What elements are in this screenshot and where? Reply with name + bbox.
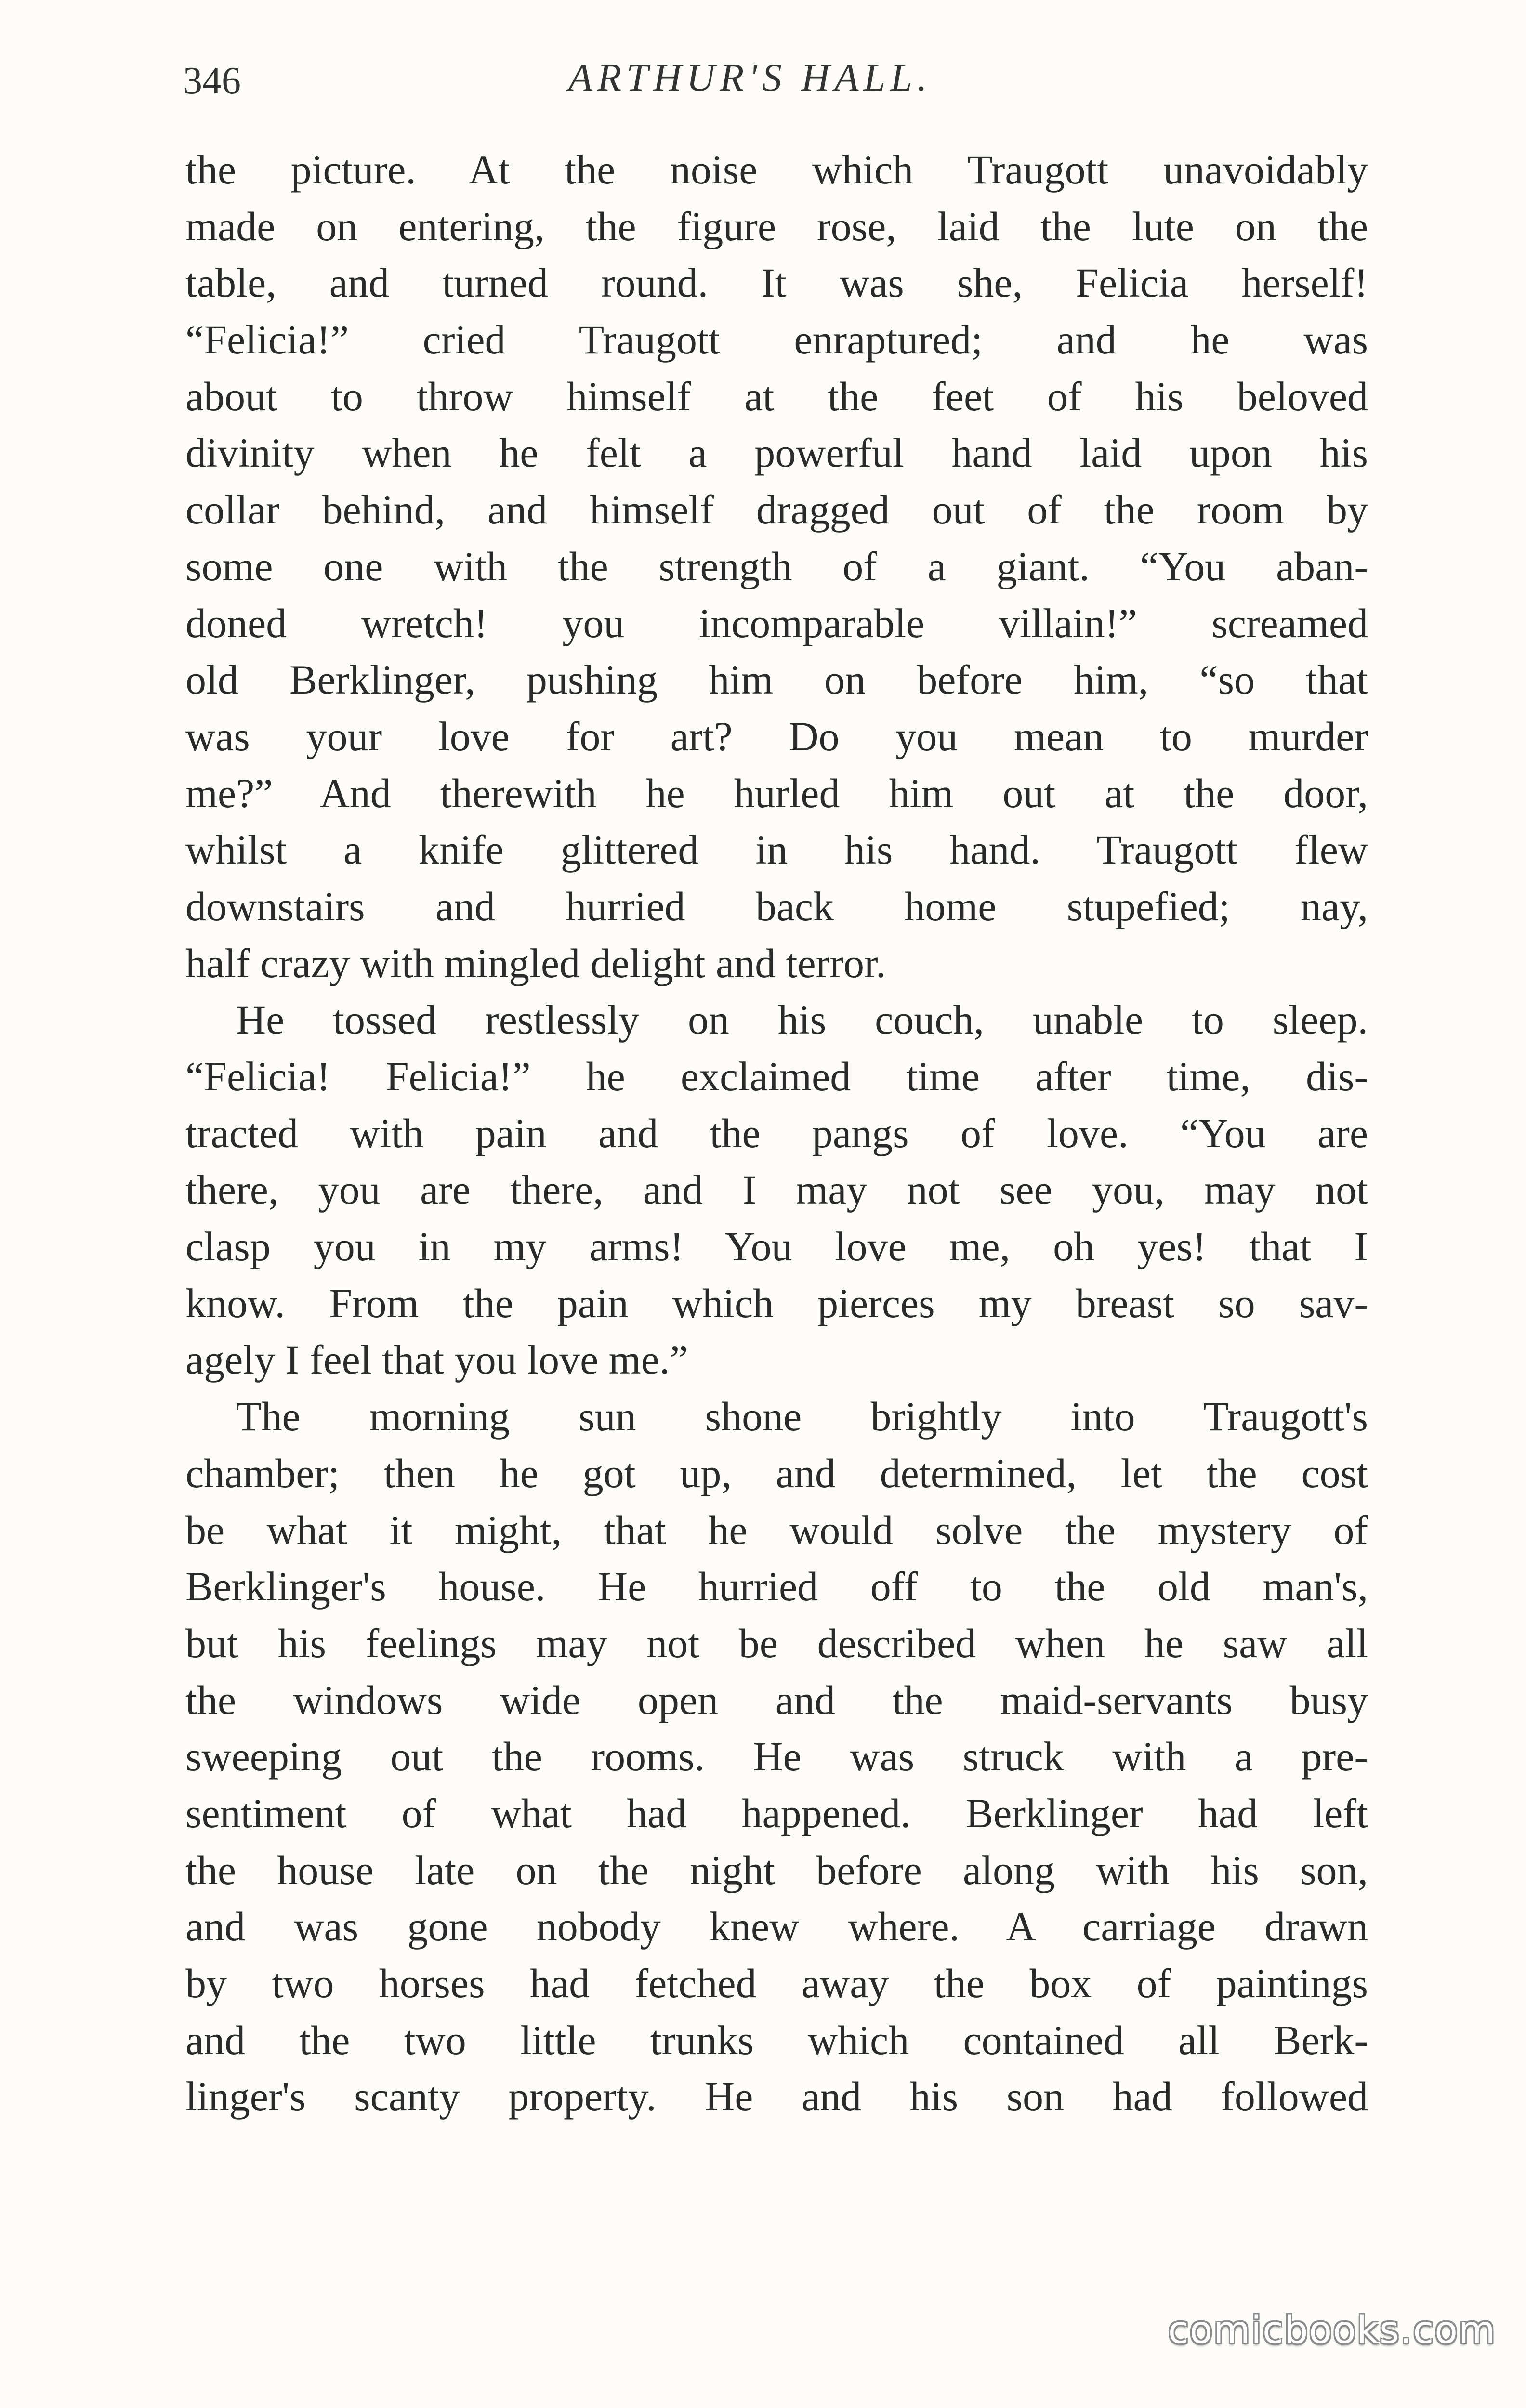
text-line: collar behind, and himself dragged out of the room by [185, 486, 1368, 533]
text-line: some one with the strength of a giant. “You aban- [185, 543, 1368, 589]
text-line: but his feelings may not be described when he saw all [185, 1620, 1368, 1666]
text-line: about to throw himself at the feet of his beloved [185, 373, 1368, 419]
text-line: sweeping out the rooms. He was struck with a pre- [185, 1733, 1368, 1780]
text-line: chamber; then he got up, and determined, let the cost [185, 1450, 1368, 1496]
text-line: linger's scanty property. He and his son had followed [185, 2073, 1368, 2120]
text-line: doned wretch! you incomparable villain!” screamed [185, 600, 1368, 646]
text-line: “Felicia! Felicia!” he exclaimed time after time, dis- [185, 1053, 1368, 1099]
text-line: know. From the pain which pierces my breast so sav- [185, 1280, 1368, 1326]
text-line: me?” And therewith he hurled him out at the door, [185, 770, 1368, 816]
running-title: ARTHUR'S HALL. [568, 55, 932, 99]
text-line: there, you are there, and I may not see you, may not [185, 1166, 1368, 1213]
text-line: tracted with pain and the pangs of love. “You are [185, 1110, 1368, 1156]
text-line: The morning sun shone brightly into Traugott's [236, 1393, 1368, 1440]
text-line: half crazy with mingled delight and terror. [185, 940, 886, 986]
text-line: the picture. At the noise which Traugott unavoidably [185, 146, 1368, 193]
text-line: table, and turned round. It was she, Felicia herself! [185, 260, 1368, 306]
text-line: and was gone nobody knew where. A carriage drawn [185, 1903, 1368, 1950]
text-line: made on entering, the figure rose, laid the lute on the [185, 203, 1368, 249]
watermark: comicbooks.com [1168, 2309, 1496, 2352]
text-line: downstairs and hurried back home stupefied; nay, [185, 883, 1368, 929]
text-line: whilst a knife glittered in his hand. Traugott flew [185, 826, 1368, 873]
page-number: 346 [183, 60, 241, 102]
text-line: divinity when he felt a powerful hand laid upon his [185, 430, 1368, 476]
text-line: clasp you in my arms! You love me, oh yes! that I [185, 1223, 1368, 1270]
text-line: old Berklinger, pushing him on before him, “so that [185, 656, 1368, 703]
text-line: by two horses had fetched away the box of paintings [185, 1960, 1368, 2006]
text-line: and the two little trunks which contained all Berk- [185, 2016, 1368, 2063]
text-line: He tossed restlessly on his couch, unable to sleep. [236, 996, 1368, 1043]
text-line: agely I feel that you love me.” [185, 1336, 688, 1383]
text-line: be what it might, that he would solve the mystery of [185, 1506, 1368, 1553]
text-line: the house late on the night before along with his son, [185, 1846, 1368, 1893]
text-line: sentiment of what had happened. Berklinger had left [185, 1790, 1368, 1836]
text-line: Berklinger's house. He hurried off to the old man's, [185, 1563, 1368, 1610]
text-line: “Felicia!” cried Traugott enraptured; and he was [185, 316, 1368, 363]
body-text [185, 142, 1368, 2125]
text-line: the windows wide open and the maid-servants busy [185, 1676, 1368, 1723]
text-line: was your love for art? Do you mean to murder [185, 713, 1368, 759]
